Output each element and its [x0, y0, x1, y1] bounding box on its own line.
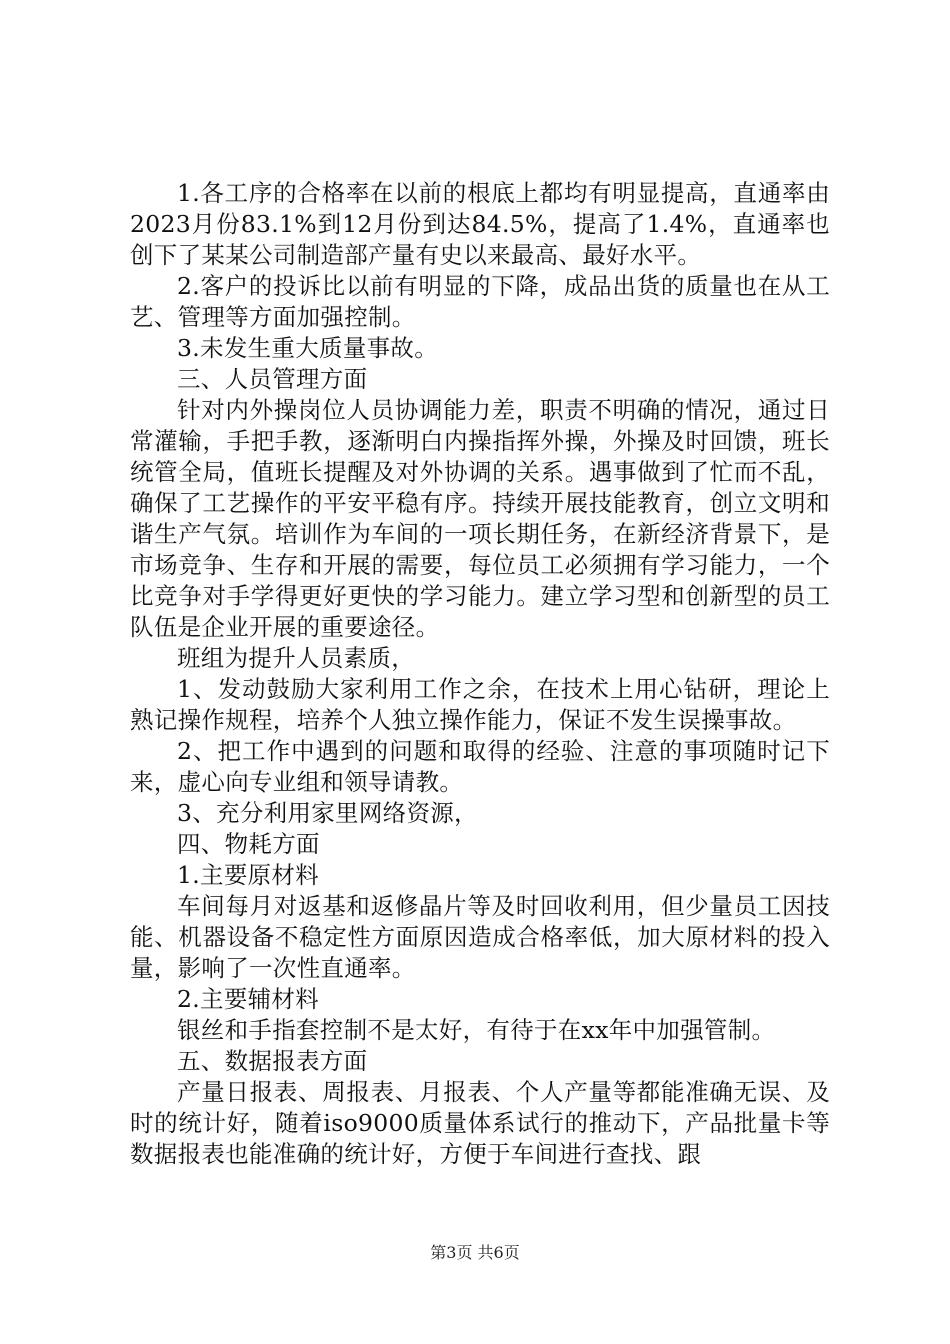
paragraph-quality-improvement: 1.各工序的合格率在以前的根底上都均有明显提高，直通率由2023月份83.1%到12月份到达84.5%，提高了1.4%，直通率也创下了某某公司制造部产量有史以来最高、最好水平。	[130, 179, 830, 269]
subheading-auxiliary-materials: 2.主要辅材料	[177, 985, 320, 1013]
list-item-3: 3、充分利用家里网络资源，	[177, 799, 478, 827]
paragraph-personnel-management: 针对内外操岗位人员协调能力差，职责不明确的情况，通过日常灌输，手把手教，逐渐明白内操指挥外操，外操及时回馈，班长统管全局，值班长提醒及对外协调的关系。遇事做到了忙而不乱，确保了工艺操作的平安平稳有序。持续开展技能教育，创立文明和谐生产气氛。培训作为车间的一项长期任务，在新经济背景下，是市场竞争、生存和开展的需要，每位员工必须拥有学习能力，一个比竞争对手学得更好更快的学习能力。建立学习型和创新型的员工队伍是企业开展的重要途径。	[130, 396, 830, 641]
list-item-2: 2、把工作中遇到的问题和取得的经验、注意的事项随时记下来，虚心向专业组和领导请教。	[130, 737, 830, 796]
paragraph-auxiliary-materials: 银丝和手指套控制不是太好，有待于在xx年中加强管制。	[177, 1016, 776, 1044]
document-body	[130, 178, 830, 1170]
subheading-main-materials: 1.主要原材料	[177, 861, 320, 889]
paragraph-team-quality: 班组为提升人员素质，	[177, 644, 415, 672]
paragraph-data-reports: 产量日报表、周报表、月报表、个人产量等都能准确无误、及时的统计好，随着iso9000质量体系试行的推动下，产品批量卡等数据报表也能准确的统计好，方便于车间进行查找、跟	[130, 1078, 830, 1168]
list-item-1: 1、发动鼓励大家利用工作之余，在技术上用心钻研，理论上熟记操作规程，培养个人独立操作能力，保证不发生误操事故。	[130, 675, 830, 734]
section-heading-reports: 五、数据报表方面	[177, 1047, 368, 1075]
section-heading-personnel: 三、人员管理方面	[177, 365, 368, 393]
section-heading-materials: 四、物耗方面	[177, 830, 320, 858]
paragraph-main-materials: 车间每月对返基和返修晶片等及时回收利用，但少量员工因技能、机器设备不稳定性方面原因造成合格率低，加大原材料的投入量，影响了一次性直通率。	[130, 892, 830, 982]
paragraph-no-accidents: 3.未发生重大质量事故。	[177, 334, 439, 362]
page-footer: 第3页 共6页	[430, 1243, 520, 1262]
paragraph-customer-complaints: 2.客户的投诉比以前有明显的下降，成品出货的质量也在从工艺、管理等方面加强控制。	[130, 272, 830, 331]
